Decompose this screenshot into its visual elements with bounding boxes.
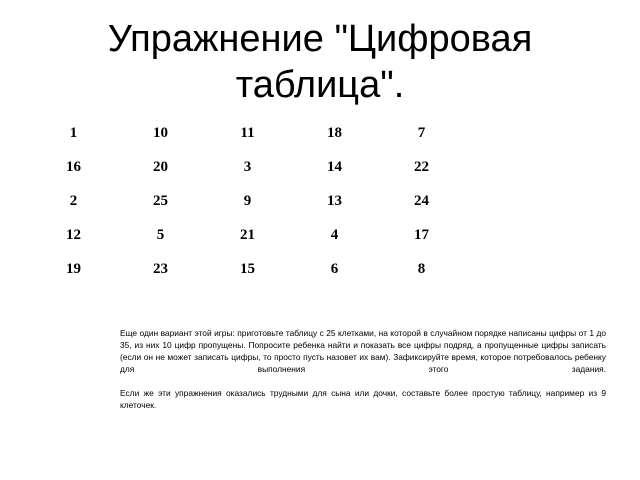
table-cell: 17 — [414, 226, 429, 243]
table-cell: 21 — [240, 226, 255, 243]
table-cell: 13 — [327, 192, 342, 209]
table-cell: 22 — [414, 158, 429, 175]
table-cell: 10 — [153, 124, 168, 141]
table-cell: 23 — [153, 260, 168, 277]
table-cell: 15 — [240, 260, 255, 277]
table-cell: 24 — [414, 192, 429, 209]
table-cell: 25 — [153, 192, 168, 209]
table-cell: 18 — [327, 124, 342, 141]
table-row — [30, 184, 465, 218]
paragraph-gap — [120, 375, 606, 387]
table-cell: 14 — [327, 158, 342, 175]
table-cell: 1 — [69, 124, 78, 141]
table-row — [30, 116, 465, 150]
table-row — [30, 218, 465, 252]
description-paragraph: Еще один вариант этой игры: приготовьте таблицу с 25 клетками, на которой в случайном порядке написаны цифры от 1 до 35, из них 10 цифр пропущены. Попросите ребенка найти и показать все цифры подряд, а пропущенные цифры записать (если он не может записать цифры, то просто пусть назовет их вам). Зафиксируйте время, которое потребовалось ребенку для выполнения этого задания. — [120, 328, 606, 374]
slide-title: Упражнение "Цифровая таблица". — [107, 18, 533, 106]
table-cell: 4 — [330, 226, 339, 243]
table-cell: 2 — [69, 192, 78, 209]
table-cell: 16 — [66, 158, 81, 175]
table-cell: 20 — [153, 158, 168, 175]
description-text — [120, 327, 606, 411]
table-row — [30, 252, 465, 286]
description-paragraph: Если же эти упражнения оказались трудными для сына или дочки, составьте более простую таблицу, например из 9 клеточек. — [120, 388, 606, 410]
table-cell: 6 — [330, 260, 339, 277]
table-row — [30, 150, 465, 184]
table-cell: 12 — [66, 226, 81, 243]
table-cell: 9 — [243, 192, 252, 209]
table-cell: 7 — [417, 124, 426, 141]
table-cell: 3 — [243, 158, 252, 175]
table-cell: 8 — [417, 260, 426, 277]
table-cell: 11 — [240, 124, 255, 141]
table-cell: 19 — [66, 260, 81, 277]
table-cell: 5 — [156, 226, 165, 243]
number-table — [30, 116, 465, 286]
